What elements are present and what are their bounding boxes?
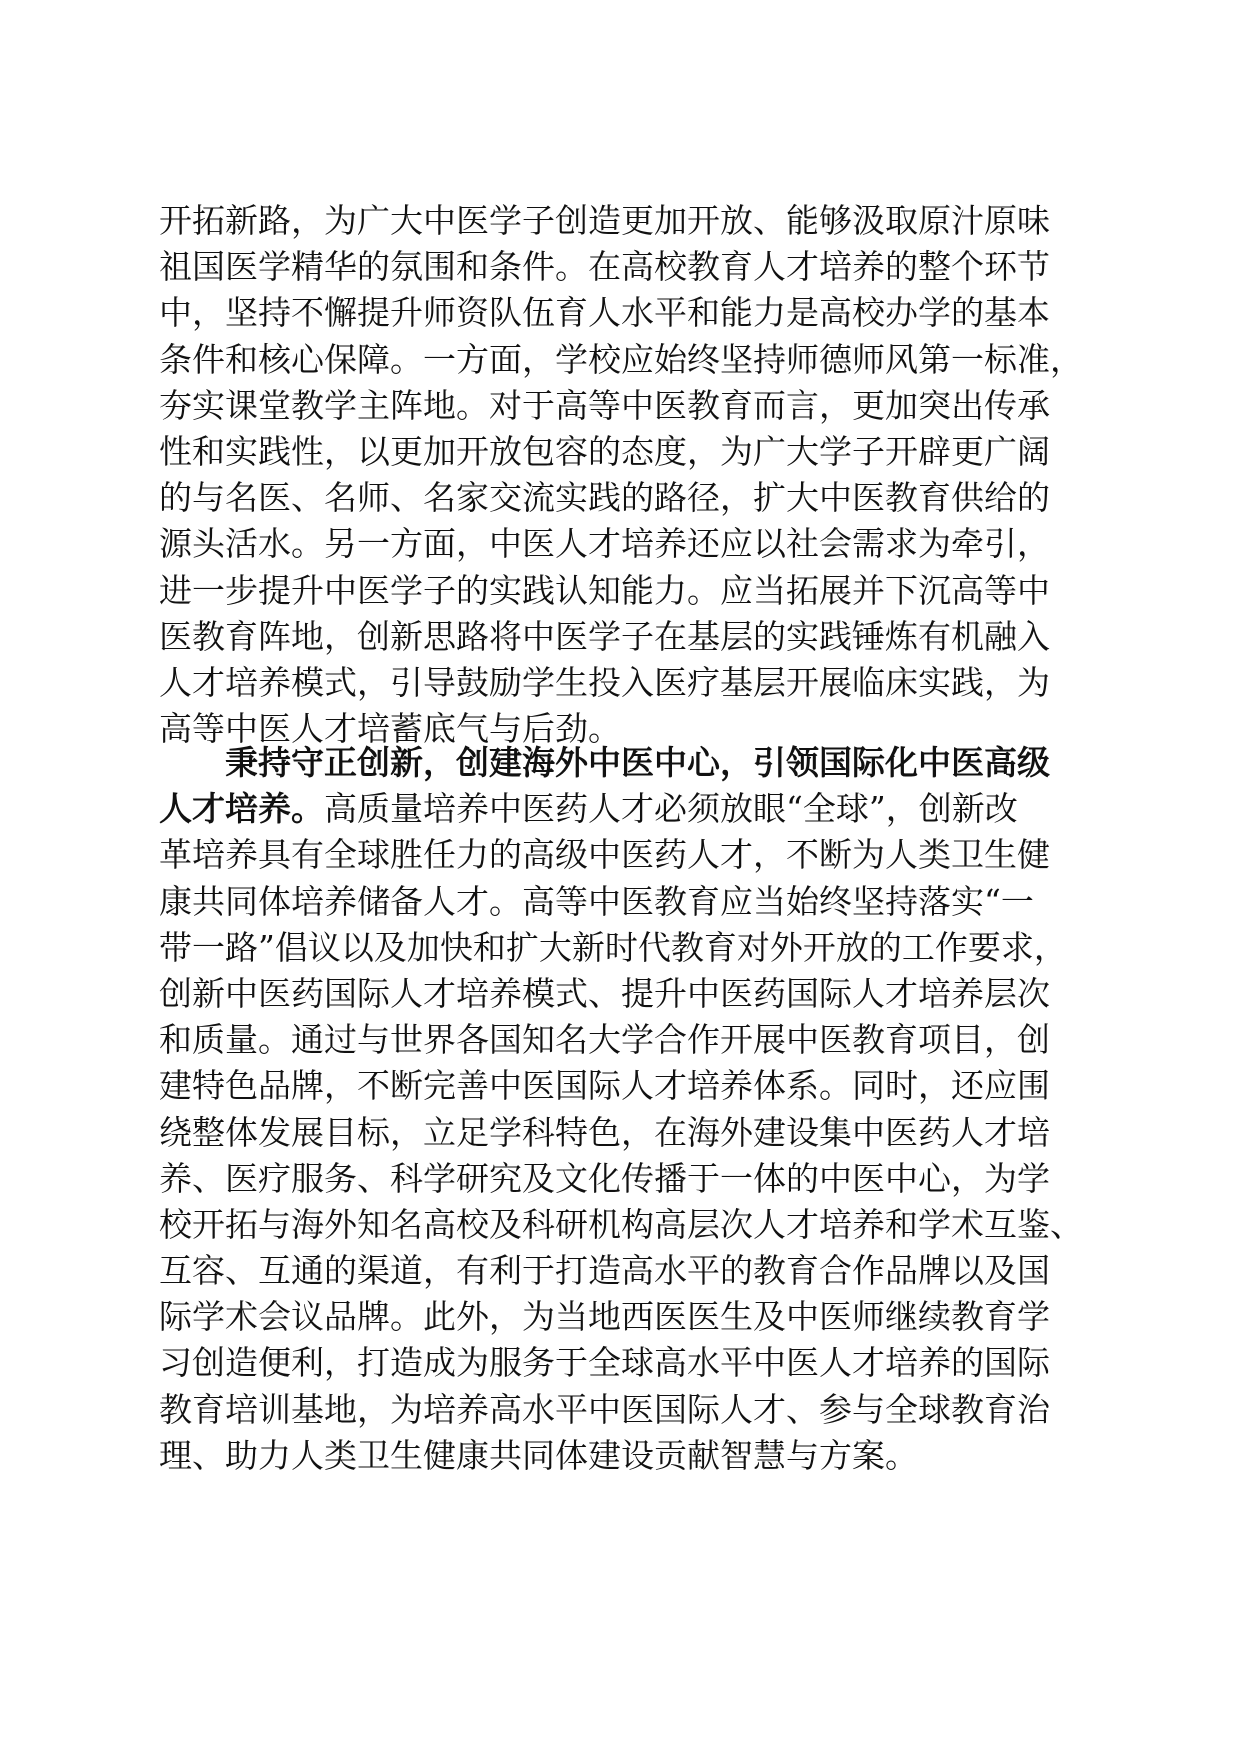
paragraph-line: 互容、互通的渠道，有利于打造高水平的教育合作品牌以及国	[159, 1251, 1050, 1291]
paragraph-line: 中，坚持不懈提升师资队伍育人水平和能力是高校办学的基本	[159, 293, 1050, 333]
paragraph-line: 习创造便利，打造成为服务于全球高水平中医人才培养的国际	[159, 1343, 1050, 1383]
paragraph-line: 理、助力人类卫生健康共同体建设贡献智慧与方案。	[159, 1435, 918, 1475]
paragraph-line: 教育培训基地，为培养高水平中医国际人才、参与全球教育治	[159, 1389, 1050, 1429]
paragraph-line: 高等中医人才培蓄底气与后劲。	[159, 709, 621, 749]
paragraph-line: 和质量。通过与世界各国知名大学合作开展中医教育项目，创	[159, 1020, 1050, 1060]
paragraph-line: 条件和核心保障。一方面，学校应始终坚持师德师风第一标准，	[159, 339, 1083, 379]
paragraph-line	[159, 786, 1089, 832]
paragraph-line: 的与名医、名师、名家交流实践的路径，扩大中医教育供给的	[159, 478, 1050, 518]
paragraph-line: 养、医疗服务、科学研究及文化传播于一体的中医中心，为学	[159, 1158, 1050, 1198]
paragraph-line: 开拓新路，为广大中医学子创造更加开放、能够汲取原汁原味	[159, 201, 1050, 240]
paragraph-line: 源头活水。另一方面，中医人才培养还应以社会需求为牵引，	[159, 524, 1050, 564]
paragraph-line: 建特色品牌，不断完善中医国际人才培养体系。同时，还应围	[159, 1066, 1050, 1106]
paragraph-line: 性和实践性，以更加开放包容的态度，为广大学子开辟更广阔	[159, 431, 1050, 471]
paragraph-line: 医教育阵地，创新思路将中医学子在基层的实践锤炼有机融入	[159, 616, 1050, 656]
paragraph-line: 带一路”倡议以及加快和扩大新时代教育对外开放的工作要求，	[159, 927, 1067, 967]
paragraph-line: 创新中医药国际人才培养模式、提升中医药国际人才培养层次	[159, 973, 1050, 1013]
paragraph-line: 革培养具有全球胜任力的高级中医药人才，不断为人类卫生健	[159, 835, 1050, 875]
paragraph-line-text: 高质量培养中医药人才必须放眼“全球”，创新改	[324, 789, 1018, 829]
paragraph-line: 绕整体发展目标，立足学科特色，在海外建设集中医药人才培	[159, 1112, 1050, 1152]
paragraph-2	[159, 740, 1089, 1479]
section-heading: 秉持守正创新，创建海外中医中心，引领国际化中医高级	[225, 743, 1050, 782]
paragraph-line: 夯实课堂教学主阵地。对于高等中医教育而言，更加突出传承	[159, 385, 1050, 425]
paragraph-line: 祖国医学精华的氛围和条件。在高校教育人才培养的整个环节	[159, 247, 1050, 287]
paragraph-line: 康共同体培养储备人才。高等中医教育应当始终坚持落实“一	[159, 881, 1034, 921]
paragraph-line: 人才培养模式，引导鼓励学生投入医疗基层开展临床实践，为	[159, 662, 1050, 702]
section-heading-end: 人才培养。	[159, 789, 324, 829]
paragraph-line: 际学术会议品牌。此外，为当地西医医生及中医师继续教育学	[159, 1297, 1050, 1337]
paragraph-line: 校开拓与海外知名高校及科研机构高层次人才培养和学术互鉴、	[159, 1204, 1083, 1244]
paragraph-line: 进一步提升中医学子的实践认知能力。应当拓展并下沉高等中	[159, 570, 1050, 610]
paragraph-1	[159, 198, 1089, 752]
